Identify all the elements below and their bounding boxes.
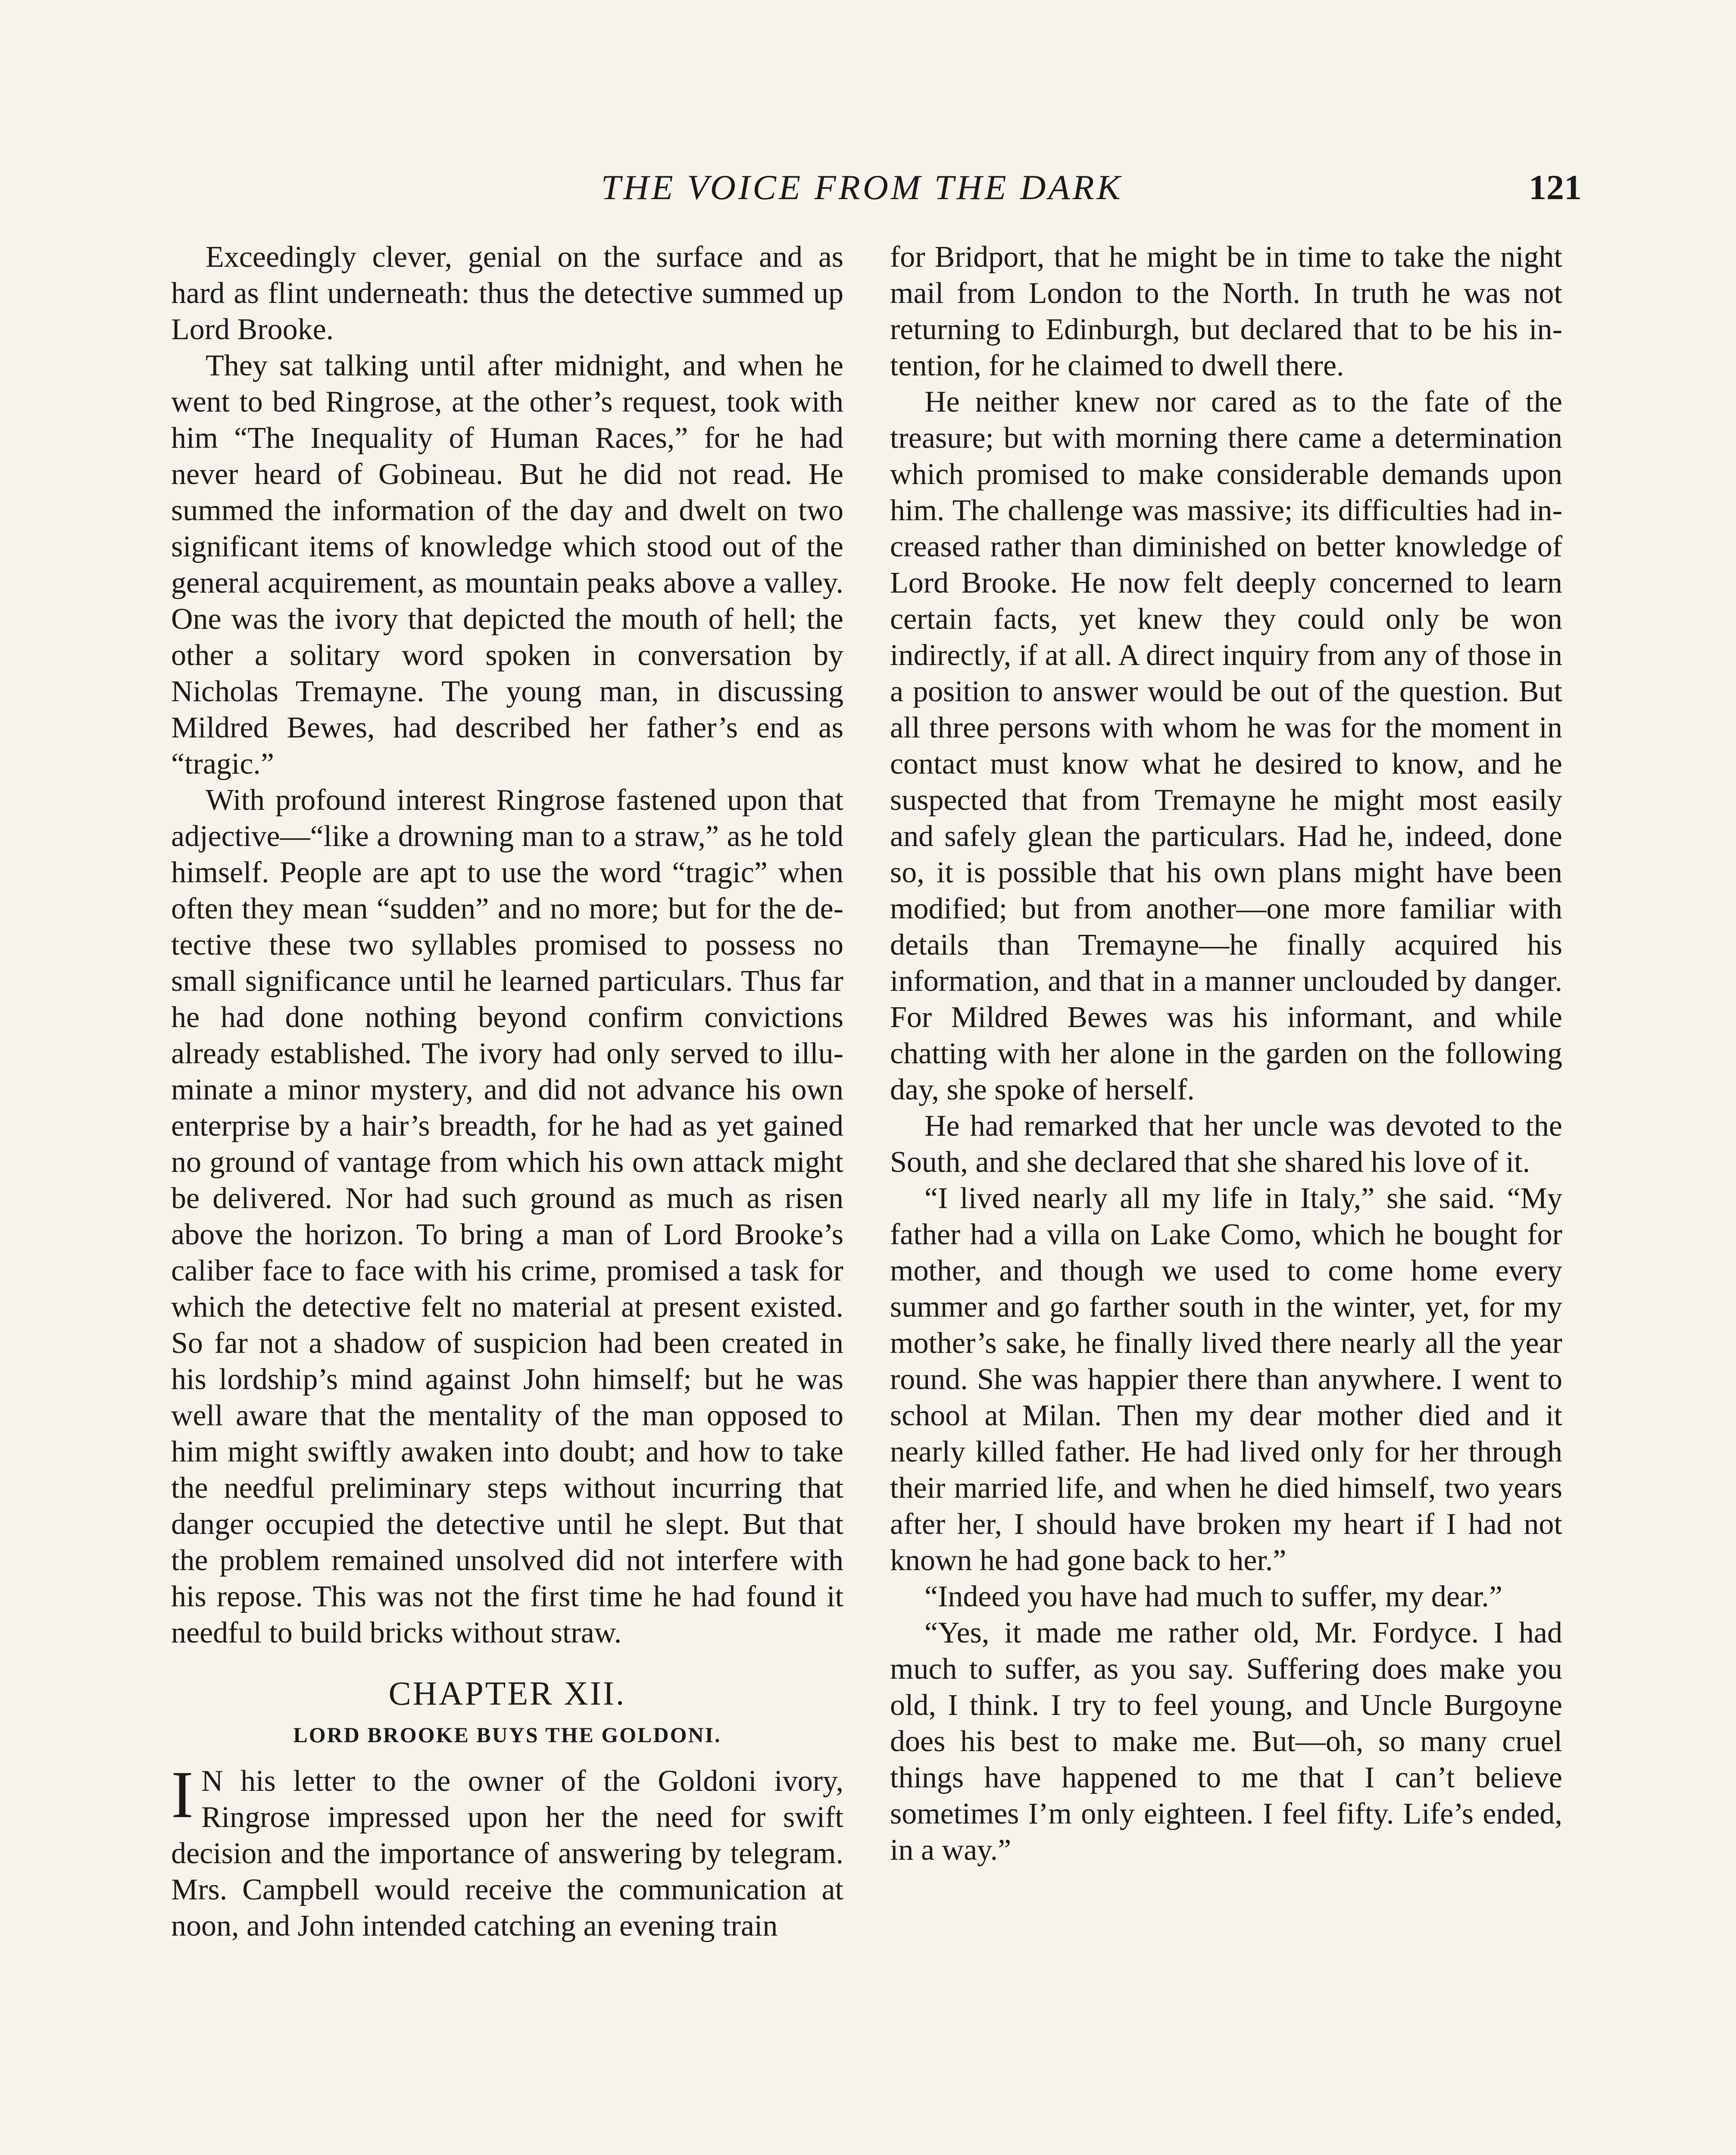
running-head	[142, 167, 1582, 219]
left-column	[171, 239, 843, 1944]
paragraph: With profound interest Ringrose fastened upon that adjective—“like a drowning man to a straw,” as he told himself. People are apt to use the word “tragic” when often they mean “sudden” and no more; but for the detective these two syllables promised to possess no small significance until he learned particulars. Thus far he had done nothing beyond confirm convictions already established. The ivory had only served to illuminate a minor mystery, and did not advance his own enterprise by a hair’s breadth, for he had as yet gained no ground of vantage from which his own attack might be delivered. Nor had such ground as much as risen above the horizon. To bring a man of Lord Brooke’s caliber face to face with his crime, promised a task for which the detective felt no material at present existed. So far not a shadow of suspicion had been created in his lordship’s mind against John himself; but he was well aware that the mentality of the man opposed to him might swiftly awaken into doubt; and how to take the needful preliminary steps without incurring that danger occupied the detective until he slept. But that the problem remained unsolved did not interfere with his repose. This was not the first time he had found it needful to build bricks without straw.	[171, 784, 843, 1649]
chapter-title: CHAPTER XII.	[388, 1674, 626, 1712]
chapter-opening-text: N his letter to the owner of the Goldoni ivory, Ringrose impressed upon her the need for swift decision and the importance of answering by telegram. Mrs. Campbell would receive the communication at noon, and John intended catching an evening train	[171, 1765, 843, 1943]
running-title: THE VOICE FROM THE DARK	[601, 168, 1123, 207]
paragraph: They sat talking until after midnight, and when he went to bed Ringrose, at the other’s request, took with him “The Inequality of Human Races,” for he had never heard of Gobineau. But he did not read. He summed the information of the day and dwelt on two significant items of knowledge which stood out of the general acquirement, as mountain peaks above a valley. One was the ivory that depicted the mouth of hell; the other a solitary word spoken in conversation by Nicholas Tremayne. The young man, in discussing Mildred Bewes, had described her father’s end as “tragic.”	[171, 349, 843, 781]
chapter-opening-paragraph	[171, 1757, 843, 1944]
continuation-paragraph: for Bridport, that he might be in time to take the night mail from London to the North. In truth he was not returning to Edinburgh, but declared that to be his intention, for he claimed to dwell there.	[890, 240, 1562, 382]
paragraph: He neither knew nor cared as to the fate of the treasure; but with morning there came a determination which promised to make considerable demands upon him. The challenge was massive; its difficulties had increased rather than diminished on better knowledge of Lord Brooke. He now felt deeply concerned to learn certain facts, yet knew they could only be won indirectly, if at all. A direct inquiry from any of those in a position to answer would be out of the question. But all three persons with whom he was for the moment in contact must know what he desired to know, and he suspected that from Tremayne he might most easily and safely glean the particulars. Had he, indeed, done so, it is possible that his own plans might have been modified; but from another—one more familiar with details than Tremayne—he finally acquired his information, and that in a manner unclouded by danger. For Mildred Bewes was his informant, and while chatting with her alone in the garden on the following day, she spoke of herself.	[890, 385, 1562, 1106]
page-number: 121	[1529, 168, 1582, 207]
chapter-subtitle: LORD BROOKE BUYS THE GOLDONI.	[293, 1723, 721, 1747]
paragraph: “Yes, it made me rather old, Mr. Fordyce. I had much to suffer, as you say. Suffering does make you old, I think. I try to feel young, and Uncle Burgoyne does his best to make me. But—oh, so many cruel things have happened to me that I can’t believe sometimes I’m only eighteen. I feel fifty. Life’s ended, in a way.”	[890, 1616, 1562, 1867]
drop-cap: I	[171, 1757, 194, 1832]
right-column	[890, 239, 1562, 1868]
paragraph: He had remarked that her uncle was devoted to the South, and she declared that she shared his love of it.	[890, 1109, 1562, 1179]
paragraph: “I lived nearly all my life in Italy,” she said. “My father had a villa on Lake Como, which he bought for mother, and though we used to come home every summer and go farther south in the winter, yet, for my mother’s sake, he finally lived there nearly all the year round. She was happier there than anywhere. I went to school at Milan. Then my dear mother died and it nearly killed father. He had lived only for her through their married life, and when he died himself, two years after her, I should have broken my heart if I had not known he had gone back to her.”	[890, 1182, 1562, 1577]
paragraph: “Indeed you have had much to suffer, my dear.”	[924, 1580, 1502, 1613]
paragraph: Exceedingly clever, genial on the surface and as hard as flint underneath: thus the detective summed up Lord Brooke.	[171, 240, 843, 346]
